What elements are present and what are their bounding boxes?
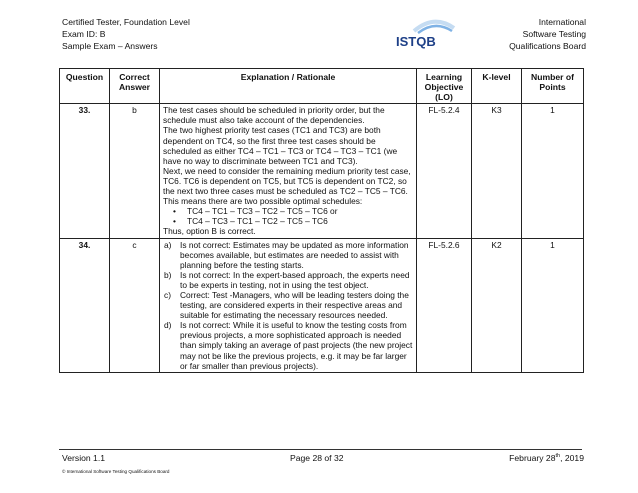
footer-date-suffix: th bbox=[555, 453, 561, 460]
footer-date bbox=[509, 453, 584, 463]
explanation-cell bbox=[160, 104, 417, 238]
istqb-logo bbox=[394, 18, 456, 50]
explanation-paragraph: Next, we need to consider the remaining medium priority test case, TC6. TC6 is dependent on TC5, but TC5 is dependent on TC2, so the next two three cases must be scheduled as TC2 – TC5 – TC6. bbox=[163, 165, 411, 197]
header-org-line3: Qualifications Board bbox=[509, 41, 586, 52]
learning-objective: FL-5.2.6 bbox=[417, 238, 472, 372]
question-number: 34. bbox=[60, 238, 110, 372]
option-text: Is not correct: While it is useful to know the testing costs from previous projects, a more sophisticated approach is needed than simply taking an average of past projects (the new project may not be like the previous projects, e.g. it may be far larger or far smaller than previous projects). bbox=[180, 320, 413, 371]
header-org-line1: International bbox=[538, 17, 586, 27]
points: 1 bbox=[522, 104, 584, 238]
explanation-paragraph: The two highest priority test cases (TC1 and TC3) are both dependent on TC4, so the first three test cases should be scheduled as either TC4 – TC1 – TC3 or TC4 – TC3 – TC1 (we have no way to discriminate between TC1 and TC3). bbox=[163, 125, 398, 166]
option-list bbox=[163, 240, 413, 371]
explanation-paragraph: This means there are two possible optimal schedules: bbox=[163, 196, 363, 207]
header-k-level: K-level bbox=[472, 69, 522, 104]
answers-table bbox=[59, 68, 584, 373]
header-points: Number of Points bbox=[522, 69, 584, 104]
option-label: b) bbox=[164, 269, 172, 280]
option-label: c) bbox=[164, 289, 171, 300]
footer-page-number: Page 28 of 32 bbox=[290, 453, 344, 463]
option-item bbox=[164, 320, 413, 371]
option-label: a) bbox=[164, 239, 172, 250]
header-learning-objective: Learning Objective (LO) bbox=[417, 69, 472, 104]
question-number: 33. bbox=[60, 104, 110, 238]
footer-date-main: February 28 bbox=[509, 453, 556, 463]
schedule-item: • TC4 – TC3 – TC1 – TC2 – TC5 – TC6 bbox=[187, 216, 413, 226]
option-item bbox=[164, 289, 413, 321]
table-row bbox=[60, 238, 584, 372]
header-explanation: Explanation / Rationale bbox=[160, 69, 417, 104]
footer-divider bbox=[59, 449, 582, 450]
schedule-item: • TC4 – TC1 – TC3 – TC2 – TC5 – TC6 or bbox=[187, 206, 413, 216]
header-correct-answer: Correct Answer bbox=[110, 69, 160, 104]
header-doc-type: Sample Exam – Answers bbox=[62, 41, 158, 52]
option-label: d) bbox=[164, 320, 172, 331]
correct-answer: b bbox=[110, 104, 160, 238]
k-level: K3 bbox=[472, 104, 522, 238]
option-item bbox=[164, 239, 413, 270]
points: 1 bbox=[522, 238, 584, 372]
header-exam-id: Exam ID: B bbox=[62, 29, 106, 40]
explanation-conclusion: Thus, option B is correct. bbox=[163, 226, 256, 237]
explanation-paragraph: The test cases should be scheduled in priority order, but the schedule must also take account of the dependencies. bbox=[163, 105, 385, 126]
schedule-list bbox=[163, 206, 413, 226]
option-text: Is not correct: In the expert-based approach, the experts need to be experts in testing, not in using the test object. bbox=[180, 269, 410, 290]
option-item bbox=[164, 269, 413, 290]
footer-date-year: , 2019 bbox=[560, 453, 584, 463]
footer-copyright: © International Software Testing Qualifications Board bbox=[62, 469, 170, 474]
option-text: Correct: Test -Managers, who will be leading testers doing the testing, are considered experts in their respective areas and suitable for estimating the necessary resources needed. bbox=[180, 289, 409, 321]
learning-objective: FL-5.2.4 bbox=[417, 104, 472, 238]
table-row bbox=[60, 104, 584, 238]
explanation-cell bbox=[160, 238, 417, 372]
header-org-line2: Software Testing bbox=[522, 29, 586, 40]
header-question: Question bbox=[60, 69, 110, 104]
footer-version: Version 1.1 bbox=[62, 453, 105, 463]
header-left bbox=[62, 16, 190, 53]
correct-answer: c bbox=[110, 238, 160, 372]
header-exam-title: Certified Tester, Foundation Level bbox=[62, 17, 190, 27]
header-right bbox=[509, 16, 586, 53]
logo-text: ISTQB bbox=[396, 34, 436, 49]
option-text: Is not correct: Estimates may be updated as more information becomes available, but estimates are needed to assist with planning before the testing starts. bbox=[180, 239, 409, 270]
k-level: K2 bbox=[472, 238, 522, 372]
table-header-row bbox=[60, 69, 584, 104]
